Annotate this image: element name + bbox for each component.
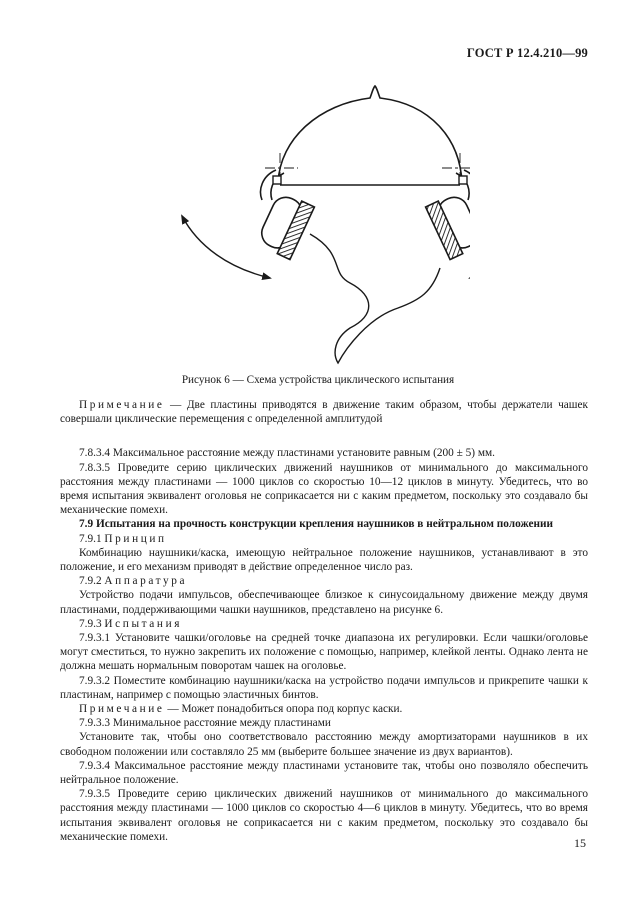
paragraph: 7.8.3.4 Максимальное расстояние между пластинами установите равным (200 ± 5) мм. <box>79 447 495 460</box>
document-code: ГОСТ Р 12.4.210—99 <box>466 46 588 60</box>
note-text: — Две пластины приводятся в движение таким образом, чтобы держатели чашек совершали циклические перемещения с определенной амплитудой <box>60 399 588 426</box>
note-label: Примечание <box>79 399 165 411</box>
paragraph: Установите так, чтобы оно соответствовало расстоянию между амортизаторами наушников в их свободном положении или составляло 25 мм (выберите большее значение из двух вариантов). <box>60 731 588 758</box>
section-heading: 7.9 Испытания на прочность конструкции крепления наушников в нейтральном положении <box>79 518 554 531</box>
paragraph: 7.8.3.5 Проведите серию циклических движений наушников от минимального до максимального расстояния между пластинами — 1000 циклов со скоростью 10—12 циклов в минуту. Убедитесь, что во время испытания эквивалент оголовья не соприкасается ни с каким предметом, поскольку это создавало бы механические помехи. <box>60 461 588 517</box>
paragraph: Комбинацию наушники/каска, имеющую нейтральное положение наушников, устанавливают в это положение, и его механизм приводят в действие определенное число раз. <box>60 546 588 574</box>
left-motion-arrow <box>182 216 270 278</box>
cyclic-test-diagram <box>170 78 470 368</box>
paragraph: 7.9.3.3 Минимальное расстояние между пластинами <box>79 717 331 730</box>
note-paragraph <box>60 398 588 426</box>
page-number: 15 <box>574 836 586 850</box>
subsection-title: Аппаратура <box>104 575 188 588</box>
note-text: — Может понадобиться опора под корпус каски. <box>164 703 403 716</box>
subsection-heading <box>60 532 588 546</box>
subsection-number: 7.9.1 <box>79 532 105 545</box>
figure-caption: Рисунок 6 — Схема устройства циклического испытания <box>181 374 455 386</box>
right-earcup <box>426 191 470 260</box>
subsection-title: Принцип <box>104 532 167 545</box>
paragraph: 7.9.3.4 Максимальное расстояние между пластинами установите так, чтобы оно позволяло обеспечить нейтральное положение. <box>60 759 588 787</box>
note-paragraph <box>60 702 588 716</box>
subsection-heading <box>60 617 588 631</box>
subsection-heading <box>60 574 588 588</box>
left-earcup <box>255 191 314 260</box>
subsection-number: 7.9.3 <box>79 617 105 630</box>
paragraph: 7.9.3.1 Установите чашки/оголовье на средней точке диапазона их регулировки. Если чашки/оголовье могут сместиться, то нужно закрепить их положение с помощью, например, клейкой ленты. Однако лента не должна мешать нормальным поворотам чашек на оголовье. <box>60 632 588 673</box>
leader-line <box>310 234 440 363</box>
helmet-shell <box>278 86 462 183</box>
subsection-title: Испытания <box>104 617 183 630</box>
body-text <box>60 398 588 844</box>
paragraph: 7.9.3.5 Проведите серию циклических движений наушников от минимального до максимального расстояния между пластинами — 1000 циклов со скоростью 4—6 циклов в минуту. Убедитесь, что во время испытания эквивалент оголовья не соприкасается ни с каким предметом, поскольку это создавало бы механические помехи. <box>60 788 588 843</box>
paragraph: Устройство подачи импульсов, обеспечивающее близкое к синусоидальному движение между двумя пластинами, поддерживающими чашки наушников, представлено на рисунке 6. <box>60 589 588 616</box>
paragraph: 7.9.3.2 Поместите комбинацию наушники/каска на устройство подачи импульсов и прикрепите чашки к пластинам, например с помощью эластичных бинтов. <box>60 674 588 701</box>
subsection-number: 7.9.2 <box>79 575 105 588</box>
note-label: Примечание <box>79 703 165 716</box>
